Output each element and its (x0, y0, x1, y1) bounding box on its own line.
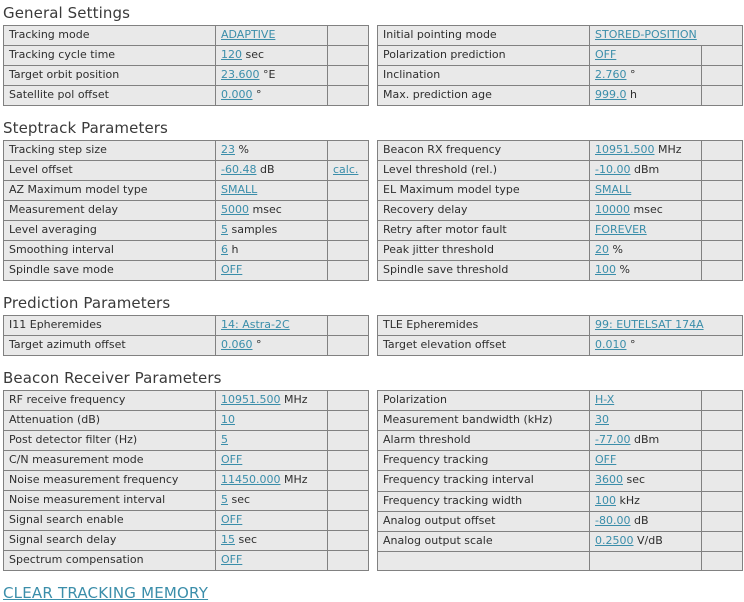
extra-cell (328, 491, 369, 511)
param-value-link[interactable]: 11450.000 (221, 473, 281, 486)
extra-cell (702, 141, 743, 161)
param-label: Spindle save threshold (378, 261, 590, 281)
unit-label: sec (238, 533, 258, 546)
table-row (4, 86, 369, 106)
table-row (378, 391, 743, 411)
param-label: Frequency tracking width (378, 491, 590, 511)
table-row (4, 26, 369, 46)
settings-table-right (377, 140, 743, 281)
param-value-cell (590, 66, 702, 86)
param-label: Target azimuth offset (4, 336, 216, 356)
param-value-cell (590, 221, 702, 241)
unit-label: dBm (633, 433, 660, 447)
extra-cell (702, 491, 743, 511)
param-value-link[interactable]: SMALL (595, 183, 632, 196)
table-row (4, 181, 369, 201)
extra-cell (702, 86, 743, 106)
param-value-cell (216, 241, 328, 261)
param-value-cell (590, 411, 702, 431)
param-value-cell (216, 431, 328, 451)
extra-cell (702, 221, 743, 241)
param-label: Level averaging (4, 221, 216, 241)
param-value-link[interactable]: 10951.500 (595, 143, 655, 156)
param-label: Noise measurement frequency (4, 471, 216, 491)
unit-label: ° (256, 88, 262, 101)
param-value-cell (590, 86, 702, 106)
unit-label: % (612, 243, 623, 256)
param-value-cell (216, 471, 328, 491)
param-label (378, 551, 590, 570)
extra-cell (702, 411, 743, 431)
param-value-link[interactable]: OFF (595, 48, 617, 61)
table-row (378, 316, 743, 336)
param-value-link[interactable]: 23.600 (221, 68, 260, 81)
param-label: Initial pointing mode (378, 26, 590, 46)
extra-cell (328, 511, 369, 531)
settings-table-left (3, 25, 369, 106)
param-value-cell (590, 511, 702, 531)
table-row (378, 471, 743, 491)
extra-cell (328, 336, 369, 356)
param-value-link[interactable]: 5000 (221, 203, 249, 216)
param-value-link[interactable]: STORED-POSITION (595, 28, 697, 41)
unit-label: ° (630, 338, 636, 351)
param-label: Polarization (378, 391, 590, 411)
param-label: RF receive frequency (4, 391, 216, 411)
param-value-cell (590, 316, 743, 336)
table-row (378, 336, 743, 356)
param-value-link[interactable]: 5 (221, 433, 228, 446)
table-row (4, 161, 369, 181)
param-label: Post detector filter (Hz) (4, 431, 216, 451)
param-value-link[interactable]: 120 (221, 48, 242, 61)
unit-label: V/dB (637, 533, 663, 547)
unit-label: h (231, 243, 239, 256)
param-value-link[interactable]: 100 (595, 263, 616, 276)
param-label: Inclination (378, 66, 590, 86)
section-steptrack-parameters (3, 119, 744, 281)
param-value-link[interactable]: OFF (221, 263, 243, 276)
extra-cell (702, 511, 743, 531)
extra-cell (702, 66, 743, 86)
extra-cell (328, 391, 369, 411)
param-value-cell (590, 241, 702, 261)
section-prediction-parameters (3, 294, 744, 356)
param-value-cell (590, 201, 702, 221)
param-label: Measurement bandwidth (kHz) (378, 411, 590, 431)
unit-label: h (630, 88, 637, 101)
table-row (378, 86, 743, 106)
extra-cell (328, 221, 369, 241)
param-value-link[interactable]: 6 (221, 243, 228, 256)
param-value-link[interactable]: OFF (595, 453, 617, 467)
extra-cell (328, 261, 369, 281)
unit-label: msec (252, 203, 282, 216)
table-row (4, 261, 369, 281)
param-value-link[interactable]: -77.00 (595, 433, 631, 447)
param-value-cell (216, 221, 328, 241)
param-label: Tracking mode (4, 26, 216, 46)
param-label: Frequency tracking (378, 451, 590, 471)
param-value-link[interactable]: 0.000 (221, 88, 253, 101)
param-value-cell (590, 181, 702, 201)
section-title: General Settings (3, 4, 131, 22)
param-label: Smoothing interval (4, 241, 216, 261)
param-label: Analog output scale (378, 531, 590, 551)
table-row (4, 471, 369, 491)
extra-cell (328, 66, 369, 86)
unit-label: dB (633, 513, 649, 527)
param-value-cell (590, 551, 702, 570)
extra-cell (328, 451, 369, 471)
section-title: Beacon Receiver Parameters (3, 369, 222, 387)
extra-cell (328, 26, 369, 46)
table-row (4, 46, 369, 66)
param-value-cell (216, 141, 328, 161)
table-row (4, 241, 369, 261)
extra-cell (702, 161, 743, 181)
clear-tracking-memory-link[interactable]: CLEAR TRACKING MEMORY (3, 584, 209, 602)
param-value-cell (216, 531, 328, 551)
table-row (4, 201, 369, 221)
param-label: Peak jitter threshold (378, 241, 590, 261)
param-value-cell (216, 316, 328, 336)
param-label: AZ Maximum model type (4, 181, 216, 201)
param-value-link[interactable]: OFF (221, 453, 243, 466)
extra-cell (328, 161, 369, 181)
param-value-link[interactable]: 10951.500 (221, 393, 281, 406)
unit-label: ° (256, 338, 262, 351)
param-value-link[interactable]: 30 (595, 413, 609, 427)
param-value-cell (590, 531, 702, 551)
unit-label: samples (231, 223, 278, 236)
param-value-cell (590, 46, 702, 66)
extra-cell (702, 531, 743, 551)
param-value-cell (216, 66, 328, 86)
section-tables (3, 25, 744, 106)
param-value-link[interactable]: 0.2500 (595, 533, 634, 547)
extra-cell (702, 451, 743, 471)
param-value-cell (216, 491, 328, 511)
section-tables (3, 390, 744, 571)
param-label: Analog output offset (378, 511, 590, 531)
param-value-link[interactable]: -10.00 (595, 163, 631, 176)
section-tables (3, 315, 744, 356)
param-label: Beacon RX frequency (378, 141, 590, 161)
settings-page (3, 4, 744, 602)
param-value-cell (216, 261, 328, 281)
table-row (378, 531, 743, 551)
table-row (4, 316, 369, 336)
settings-table-right (377, 315, 743, 356)
unit-label: MHz (284, 393, 308, 406)
param-label: Max. prediction age (378, 86, 590, 106)
section-general-settings (3, 4, 744, 106)
unit-label: msec (633, 203, 663, 216)
table-row (378, 161, 743, 181)
param-label: I11 Epheremides (4, 316, 216, 336)
section-title: Steptrack Parameters (3, 119, 168, 137)
extra-cell (328, 551, 369, 571)
unit-label: sec (626, 473, 646, 487)
extra-cell (328, 316, 369, 336)
extra-cell (328, 531, 369, 551)
calc-link[interactable]: calc. (333, 163, 359, 176)
param-value-link[interactable]: 10 (221, 413, 235, 426)
table-row (4, 551, 369, 571)
extra-cell (702, 551, 743, 570)
param-label: Signal search enable (4, 511, 216, 531)
unit-label: ° (630, 68, 636, 81)
param-label: Target orbit position (4, 66, 216, 86)
param-value-cell (590, 141, 702, 161)
unit-label: % (619, 263, 630, 276)
param-value-link[interactable]: 15 (221, 533, 235, 546)
table-row (4, 491, 369, 511)
extra-cell (328, 431, 369, 451)
settings-table-left (3, 390, 369, 571)
extra-cell (702, 431, 743, 451)
section-tables (3, 140, 744, 281)
unit-label: MHz (658, 143, 682, 156)
param-label: Alarm threshold (378, 431, 590, 451)
param-value-cell (216, 511, 328, 531)
extra-cell (702, 46, 743, 66)
param-value-cell (590, 391, 702, 411)
param-label: Signal search delay (4, 531, 216, 551)
param-label: Noise measurement interval (4, 491, 216, 511)
param-value-cell (590, 26, 743, 46)
param-value-cell (216, 201, 328, 221)
param-label: Spindle save mode (4, 261, 216, 281)
extra-cell (328, 86, 369, 106)
param-value-cell (216, 46, 328, 66)
param-value-cell (590, 451, 702, 471)
table-row (378, 46, 743, 66)
param-value-link[interactable]: 2.760 (595, 68, 627, 81)
table-row (378, 411, 743, 431)
param-label: Target elevation offset (378, 336, 590, 356)
unit-label: kHz (619, 493, 640, 507)
param-label: C/N measurement mode (4, 451, 216, 471)
unit-label: % (238, 143, 249, 156)
extra-cell (328, 141, 369, 161)
param-value-link[interactable]: SMALL (221, 183, 258, 196)
extra-cell (328, 181, 369, 201)
unit-label: dBm (633, 163, 660, 176)
table-row (4, 336, 369, 356)
unit-label: sec (231, 493, 251, 506)
section-beacon-receiver-parameters (3, 369, 744, 571)
settings-table-right (377, 25, 743, 106)
param-value-cell (590, 261, 702, 281)
table-row (378, 201, 743, 221)
param-value-cell (590, 491, 702, 511)
param-label: Recovery delay (378, 201, 590, 221)
param-value-link[interactable]: OFF (221, 553, 243, 566)
settings-table-left (3, 140, 369, 281)
param-label: Level offset (4, 161, 216, 181)
param-value-cell (216, 411, 328, 431)
extra-cell (328, 411, 369, 431)
param-label: TLE Epheremides (378, 316, 590, 336)
unit-label: °E (263, 68, 276, 81)
param-value-link[interactable]: 999.0 (595, 88, 627, 101)
param-value-link[interactable]: 3600 (595, 473, 623, 487)
param-value-link[interactable]: ADAPTIVE (221, 28, 276, 41)
param-value-link[interactable]: 23 (221, 143, 235, 156)
table-row (378, 551, 743, 570)
extra-cell (328, 241, 369, 261)
settings-table-left (3, 315, 369, 356)
param-label: Satellite pol offset (4, 86, 216, 106)
table-row (378, 431, 743, 451)
extra-cell (702, 181, 743, 201)
table-row (378, 451, 743, 471)
unit-label: sec (245, 48, 265, 61)
param-label: Frequency tracking interval (378, 471, 590, 491)
param-value-cell (216, 26, 328, 46)
extra-cell (328, 471, 369, 491)
extra-cell (328, 201, 369, 221)
param-value-cell (216, 551, 328, 571)
param-value-cell (216, 86, 328, 106)
table-row (4, 221, 369, 241)
param-value-cell (590, 471, 702, 491)
table-row (378, 66, 743, 86)
param-label: Tracking step size (4, 141, 216, 161)
param-value-cell (216, 451, 328, 471)
param-value-link[interactable]: 5 (221, 493, 228, 506)
extra-cell (702, 261, 743, 281)
param-value-link[interactable]: 0.010 (595, 338, 627, 351)
table-row (378, 511, 743, 531)
param-value-link[interactable]: H-X (595, 393, 615, 407)
param-value-link[interactable]: 0.060 (221, 338, 253, 351)
param-label: Level threshold (rel.) (378, 161, 590, 181)
section-title: Prediction Parameters (3, 294, 171, 312)
table-row (378, 181, 743, 201)
table-row (4, 391, 369, 411)
table-row (378, 261, 743, 281)
settings-table-right (377, 390, 743, 571)
table-row (378, 491, 743, 511)
param-value-cell (216, 181, 328, 201)
param-value-link[interactable]: 5 (221, 223, 228, 236)
extra-cell (328, 46, 369, 66)
param-value-link[interactable]: -80.00 (595, 513, 631, 527)
param-value-cell (216, 161, 328, 181)
param-value-cell (216, 391, 328, 411)
table-row (4, 531, 369, 551)
extra-cell (702, 201, 743, 221)
table-row (4, 141, 369, 161)
param-value-link[interactable]: 10000 (595, 203, 630, 216)
table-row (4, 511, 369, 531)
param-label: Polarization prediction (378, 46, 590, 66)
extra-cell (702, 391, 743, 411)
table-row (378, 26, 743, 46)
param-value-link[interactable]: 20 (595, 243, 609, 256)
param-value-link[interactable]: -60.48 (221, 163, 257, 176)
param-value-link[interactable]: OFF (221, 513, 243, 526)
param-value-link[interactable]: FOREVER (595, 223, 647, 236)
param-label: Measurement delay (4, 201, 216, 221)
param-value-link[interactable]: 14: Astra-2C (221, 318, 290, 331)
param-value-link[interactable]: 100 (595, 493, 616, 507)
param-label: Spectrum compensation (4, 551, 216, 571)
param-value-cell (590, 161, 702, 181)
param-label: Retry after motor fault (378, 221, 590, 241)
unit-label: MHz (284, 473, 308, 486)
table-row (4, 451, 369, 471)
param-label: EL Maximum model type (378, 181, 590, 201)
table-row (4, 431, 369, 451)
table-row (378, 221, 743, 241)
param-label: Attenuation (dB) (4, 411, 216, 431)
table-row (378, 241, 743, 261)
param-value-cell (590, 431, 702, 451)
table-row (4, 411, 369, 431)
param-label: Tracking cycle time (4, 46, 216, 66)
unit-label: dB (259, 163, 275, 176)
table-row (4, 66, 369, 86)
extra-cell (702, 471, 743, 491)
table-row (378, 141, 743, 161)
param-value-link[interactable]: 99: EUTELSAT 174A (595, 318, 704, 331)
param-value-cell (216, 336, 328, 356)
param-value-cell (590, 336, 743, 356)
extra-cell (702, 241, 743, 261)
